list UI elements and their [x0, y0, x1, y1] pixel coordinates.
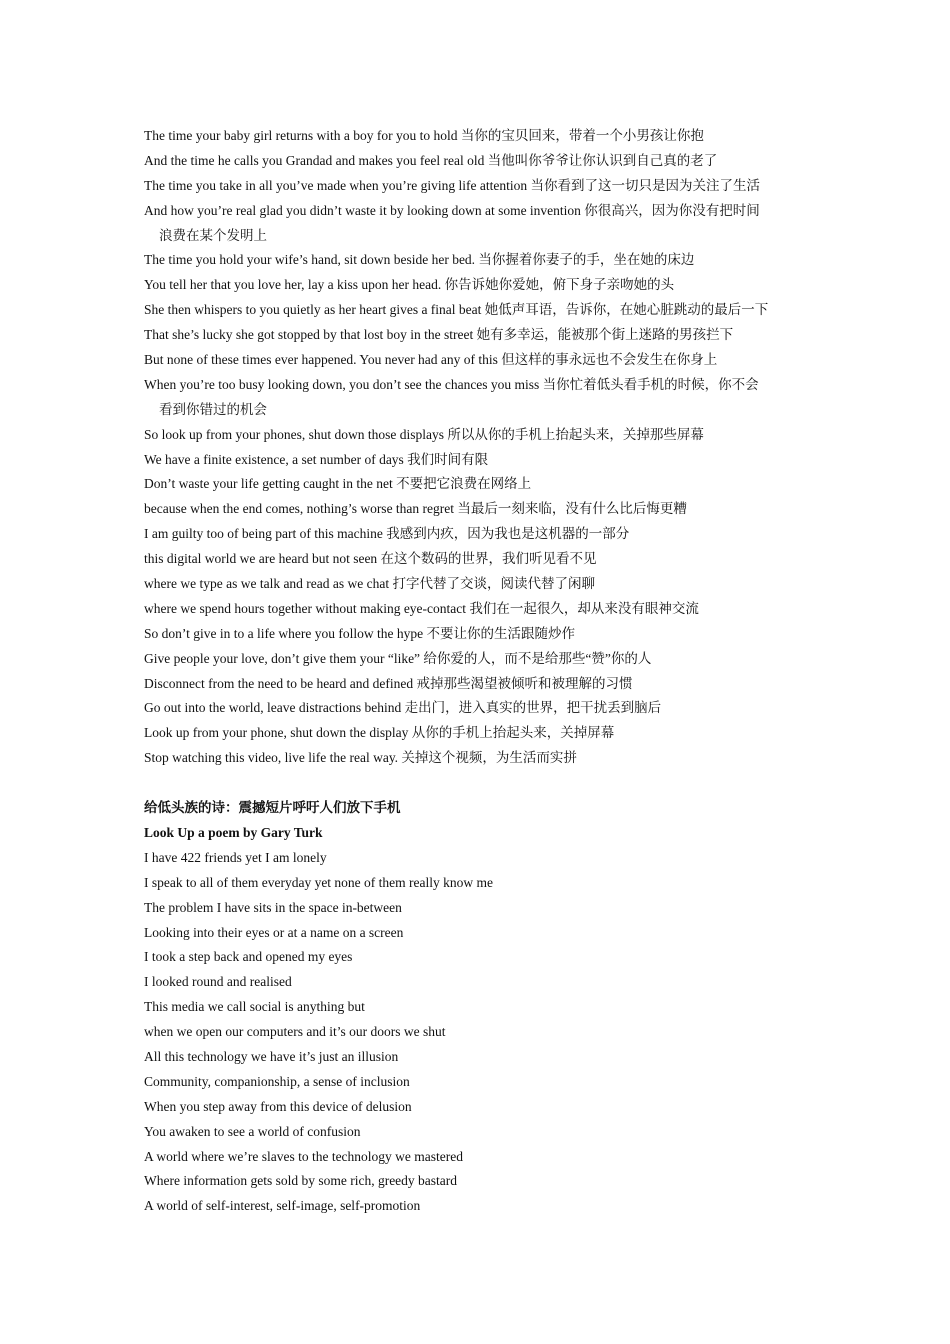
poem-line: when we open our computers and it’s our doors we shut: [144, 1024, 446, 1040]
text-line: And the time he calls you Grandad and makes you feel real old 当他叫你爷爷让你认识到自己真的老了: [144, 152, 718, 168]
text-line-continuation: 看到你错过的机会: [159, 401, 267, 417]
text-line: So don’t give in to a life where you follow the hype 不要让你的生活跟随炒作: [144, 625, 575, 641]
text-line: And how you’re real glad you didn’t waste it by looking down at some invention 你很高兴，因为你没有把时间: [144, 202, 760, 218]
poem-section: [144, 846, 824, 1219]
poem-translation-section: [144, 124, 824, 771]
poem-line: Looking into their eyes or at a name on a screen: [144, 924, 404, 940]
text-line: this digital world we are heard but not seen 在这个数码的世界，我们听见看不见: [144, 551, 597, 567]
text-line: where we type as we talk and read as we chat 打字代替了交谈，阅读代替了闲聊: [144, 576, 596, 592]
text-line: She then whispers to you quietly as her heart gives a final beat 她低声耳语，告诉你，在她心脏跳动的最后一下: [144, 302, 769, 318]
poem-line: A world where we’re slaves to the technology we mastered: [144, 1148, 464, 1164]
text-line: Look up from your phone, shut down the display 从你的手机上抬起头来，关掉屏幕: [144, 725, 615, 741]
text-line: Give people your love, don’t give them your “like” 给你爱的人，而不是给那些“赞”你的人: [144, 650, 652, 666]
text-line: Go out into the world, leave distractions behind 走出门，进入真实的世界，把干扰丢到脑后: [144, 700, 662, 716]
text-line: The time you take in all you’ve made when you’re giving life attention 当你看到了这一切只是因为关注了生活: [144, 177, 761, 193]
text-line: But none of these times ever happened. You never had any of this 但这样的事永远也不会发生在你身上: [144, 352, 718, 368]
poem-line: I speak to all of them everyday yet none of them really know me: [144, 874, 494, 890]
chinese-heading: 给低头族的诗：震撼短片呼吁人们放下手机: [144, 800, 401, 816]
text-line: So look up from your phones, shut down those displays 所以从你的手机上抬起头来，关掉那些屏幕: [144, 426, 704, 442]
document-body: [144, 124, 824, 1219]
text-line: The time your baby girl returns with a boy for you to hold 当你的宝贝回来，带着一个小男孩让你抱: [144, 128, 704, 143]
poem-title: Look Up a poem by Gary Turk: [144, 824, 323, 840]
text-line: When you’re too busy looking down, you don’t see the chances you miss 当你忙着低头看手机的时候，你不会: [144, 376, 759, 392]
poem-line: I have 422 friends yet I am lonely: [144, 849, 327, 865]
poem-line: The problem I have sits in the space in-between: [144, 899, 402, 915]
poem-line: All this technology we have it’s just an illusion: [144, 1048, 399, 1064]
poem-line: Where information gets sold by some rich, greedy bastard: [144, 1173, 458, 1189]
poem-line: I looked round and realised: [144, 974, 292, 990]
text-line: where we spend hours together without making eye-contact 我们在一起很久，却从来没有眼神交流: [144, 600, 699, 616]
text-line: Don’t waste your life getting caught in the net 不要把它浪费在网络上: [144, 476, 532, 492]
text-line: You tell her that you love her, lay a kiss upon her head. 你告诉她你爱她，俯下身子亲吻她的头: [144, 277, 675, 293]
poem-line: A world of self-interest, self-image, self-promotion: [144, 1198, 421, 1214]
text-line: I am guilty too of being part of this machine 我感到内疚，因为我也是这机器的一部分: [144, 526, 630, 542]
poem-line: I took a step back and opened my eyes: [144, 949, 353, 965]
text-line: The time you hold your wife’s hand, sit down beside her bed. 当你握着你妻子的手，坐在她的床边: [144, 252, 695, 268]
text-line: We have a finite existence, a set number of days 我们时间有限: [144, 451, 489, 467]
poem-line: Community, companionship, a sense of inclusion: [144, 1073, 410, 1089]
text-line: Stop watching this video, live life the real way. 关掉这个视频，为生活而实拼: [144, 750, 577, 766]
poem-line: When you step away from this device of delusion: [144, 1098, 412, 1114]
poem-line: You awaken to see a world of confusion: [144, 1123, 361, 1139]
poem-line: This media we call social is anything but: [144, 999, 365, 1015]
text-line: Disconnect from the need to be heard and defined 戒掉那些渴望被倾听和被理解的习惯: [144, 675, 633, 691]
text-line: because when the end comes, nothing’s worse than regret 当最后一刻来临，没有什么比后悔更糟: [144, 501, 687, 517]
paragraph-gap: [144, 771, 824, 796]
text-line-continuation: 浪费在某个发明上: [159, 227, 267, 243]
text-line: That she’s lucky she got stopped by that lost boy in the street 她有多幸运，能被那个街上迷路的男孩拦下: [144, 327, 734, 343]
